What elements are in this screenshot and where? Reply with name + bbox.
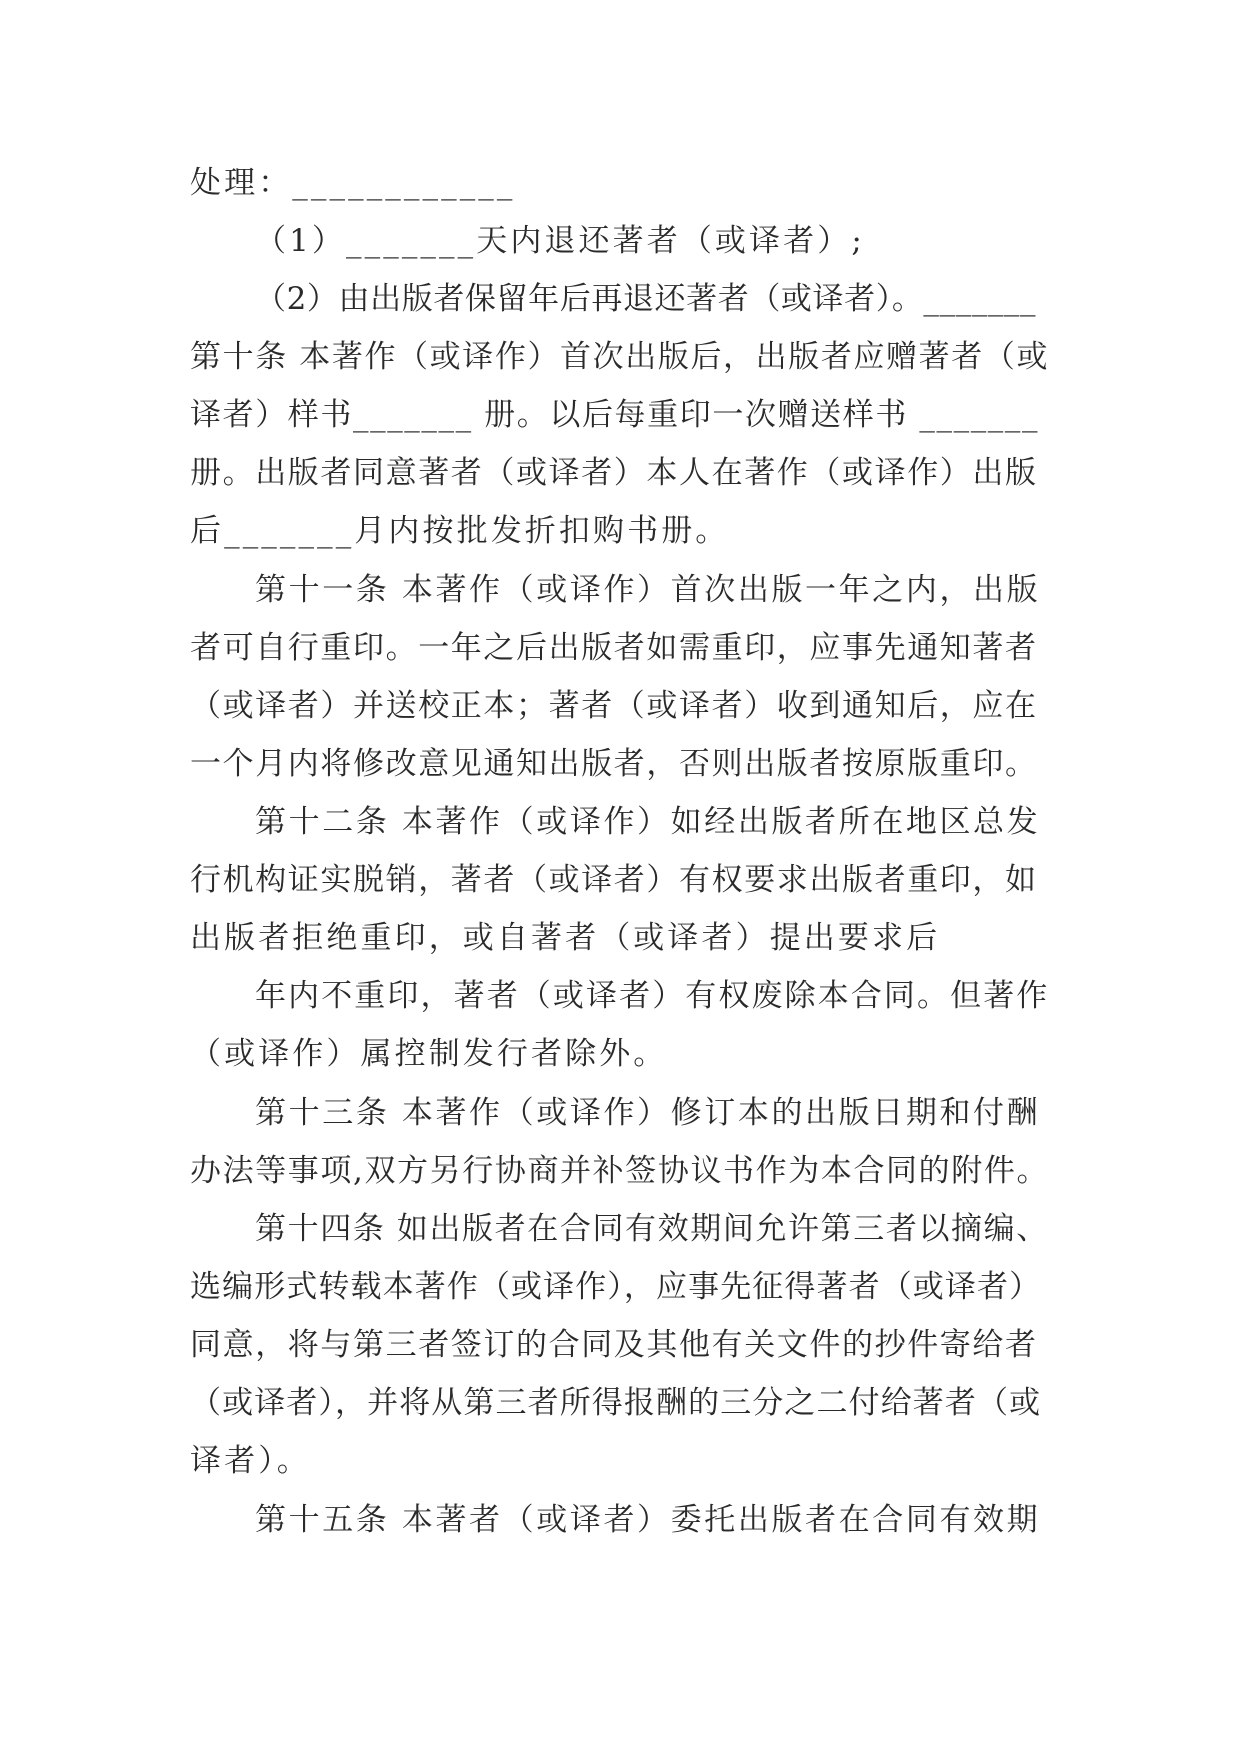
text-line: 办法等事项,双方另行协商并补签协议书作为本合同的附件。 [190, 1153, 1050, 1189]
text-line: （或译者）并送校正本；著者（或译者）收到通知后，应在 [190, 688, 1038, 724]
text-line-article-13: 第十三条 本著作（或译作）修订本的出版日期和付酬 [255, 1095, 1041, 1131]
text-line-article-15: 第十五条 本著者（或译者）委托出版者在合同有效期 [255, 1502, 1041, 1538]
text-line: 行机构证实脱销，著者（或译者）有权要求出版者重印，如 [190, 862, 1038, 898]
text-line-article-14: 第十四条 如出版者在合同有效期间允许第三者以摘编、 [255, 1211, 1049, 1247]
text-line: （或译者），并将从第三者所得报酬的三分之二付给著者（或 [190, 1385, 1042, 1421]
text-line: （或译作）属控制发行者除外。 [190, 1036, 668, 1072]
text-line-article-11: 第十一条 本著作（或译作）首次出版一年之内，出版 [255, 572, 1041, 608]
text-line: 年内不重印，著者（或译者）有权废除本合同。但著作 [255, 978, 1050, 1014]
text-line: 一个月内将修改意见通知出版者，否则出版者按原版重印。 [190, 746, 1038, 782]
text-line: 者可自行重印。一年之后出版者如需重印，应事先通知著者 [190, 630, 1038, 666]
text-line: 同意，将与第三者签订的合同及其他有关文件的抄件寄给者 [190, 1327, 1038, 1363]
text-line-article-10: 第十条 本著作（或译作）首次出版后，出版者应赠著者（或 [190, 339, 1050, 375]
text-line: 译者）样书_______ 册。以后每重印一次赠送样书 _______ [190, 397, 1040, 433]
text-line-article-12: 第十二条 本著作（或译作）如经出版者所在地区总发 [255, 804, 1041, 840]
text-line: 后_______月内按批发折扣购书册。 [190, 513, 730, 549]
text-line: 册。出版者同意著者（或译者）本人在著作（或译作）出版 [190, 455, 1038, 491]
text-line-option-1: （1）_______天内退还著者（或译者）; [255, 223, 865, 259]
text-line: 出版者拒绝重印，或自著者（或译者）提出要求后 [190, 920, 941, 956]
text-line-processing: 处理：____________ [190, 165, 516, 201]
text-line: 译者）。 [190, 1443, 311, 1479]
text-line-option-2: （2）由出版者保留年后再退还著者（或译者）。_______ [255, 281, 1037, 317]
text-line: 选编形式转载本著作（或译作），应事先征得著者（或译者） [190, 1269, 1042, 1305]
